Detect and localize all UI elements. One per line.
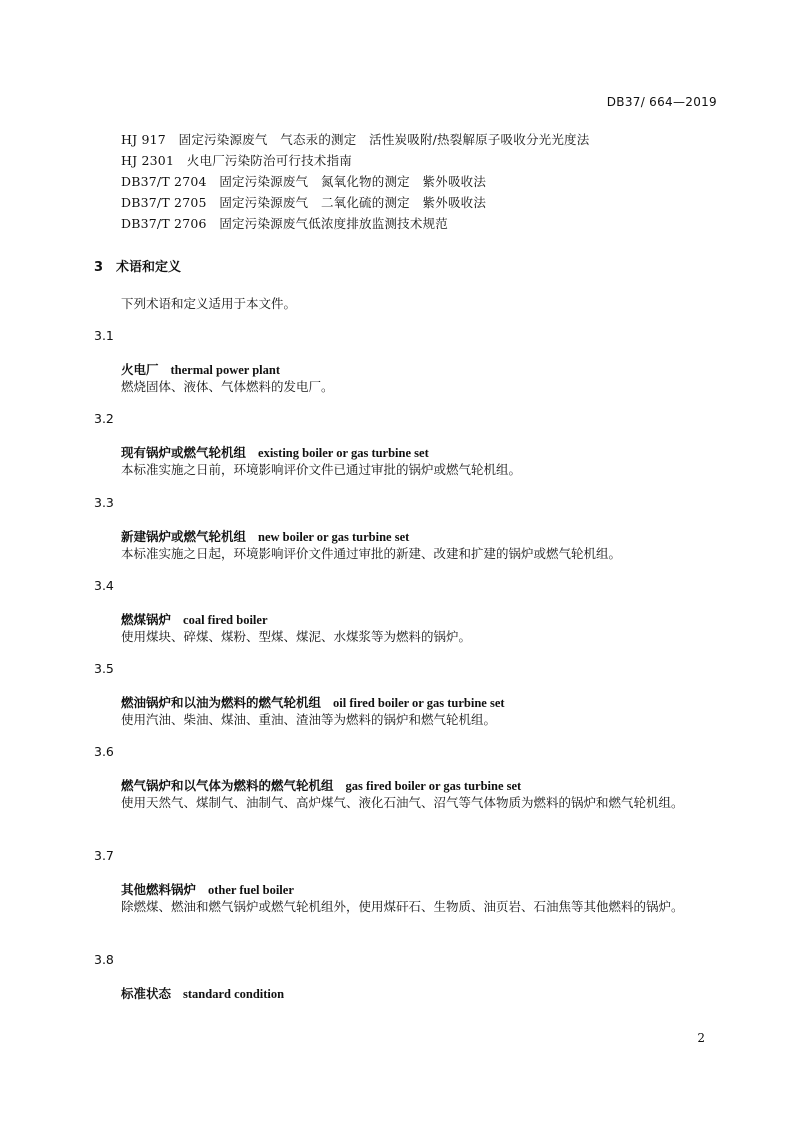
- term-number: 3.5: [94, 661, 114, 676]
- term-en: coal fired boiler: [183, 613, 268, 627]
- term-zh: 燃气锅炉和以气体为燃料的燃气轮机组: [121, 778, 334, 793]
- term-zh: 现有锅炉或燃气轮机组: [121, 445, 247, 460]
- term-en: existing boiler or gas turbine set: [258, 446, 429, 460]
- reference-item: DB37/T 2705 固定污染源废气 二氧化硫的测定 紫外吸收法: [121, 195, 487, 210]
- term-zh: 燃油锅炉和以油为燃料的燃气轮机组: [121, 695, 322, 710]
- term-number: 3.1: [94, 328, 114, 343]
- term-zh: 燃煤锅炉: [121, 612, 172, 627]
- document-code: DB37/ 664—2019: [606, 95, 717, 109]
- term-en: standard condition: [183, 987, 285, 1001]
- term-number: 3.4: [94, 578, 114, 593]
- section-intro: 下列术语和定义适用于本文件。: [121, 296, 297, 311]
- term-number: 3.2: [94, 411, 114, 426]
- term-definition: 本标准实施之日前，环境影响评价文件已通过审批的锅炉或燃气轮机组。: [121, 462, 522, 477]
- page-number: 2: [697, 1031, 705, 1045]
- term-zh: 标准状态: [121, 986, 172, 1001]
- term-number: 3.8: [94, 952, 114, 967]
- term-definition: 使用汽油、柴油、煤油、重油、渣油等为燃料的锅炉和燃气轮机组。: [121, 712, 497, 727]
- term-en: other fuel boiler: [208, 883, 294, 897]
- term-definition: 使用煤块、碎煤、煤粉、型煤、煤泥、水煤浆等为燃料的锅炉。: [121, 629, 472, 644]
- term-zh: 新建锅炉或燃气轮机组: [121, 529, 247, 544]
- term-zh: 其他燃料锅炉: [121, 882, 197, 897]
- reference-item: HJ 917 固定污染源废气 气态汞的测定 活性炭吸附/热裂解原子吸收分光光度法: [121, 132, 590, 147]
- term-en: oil fired boiler or gas turbine set: [333, 696, 505, 710]
- term-en: gas fired boiler or gas turbine set: [345, 779, 522, 793]
- term-definition: 使用天然气、煤制气、油制气、高炉煤气、液化石油气、沼气等气体物质为燃料的锅炉和燃气轮机组。: [121, 795, 684, 810]
- term-number: 3.3: [94, 495, 114, 510]
- term-en: new boiler or gas turbine set: [258, 530, 410, 544]
- term-number: 3.6: [94, 744, 114, 759]
- reference-item: DB37/T 2704 固定污染源废气 氮氧化物的测定 紫外吸收法: [121, 174, 487, 189]
- term-number: 3.7: [94, 848, 114, 863]
- term-definition: 除燃煤、燃油和燃气锅炉或燃气轮机组外，使用煤矸石、生物质、油页岩、石油焦等其他燃料的锅炉。: [121, 899, 684, 914]
- term-zh: 火电厂: [121, 362, 159, 377]
- reference-item: HJ 2301 火电厂污染防治可行技术指南: [121, 153, 352, 168]
- reference-item: DB37/T 2706 固定污染源废气低浓度排放监测技术规范: [121, 216, 448, 231]
- term-title: [121, 984, 284, 1002]
- section-heading: 3 术语和定义: [94, 260, 182, 275]
- term-definition: 本标准实施之日起，环境影响评价文件通过审批的新建、改建和扩建的锅炉或燃气轮机组。: [121, 546, 622, 561]
- term-en: thermal power plant: [170, 363, 281, 377]
- term-definition: 燃烧固体、液体、气体燃料的发电厂。: [121, 379, 334, 394]
